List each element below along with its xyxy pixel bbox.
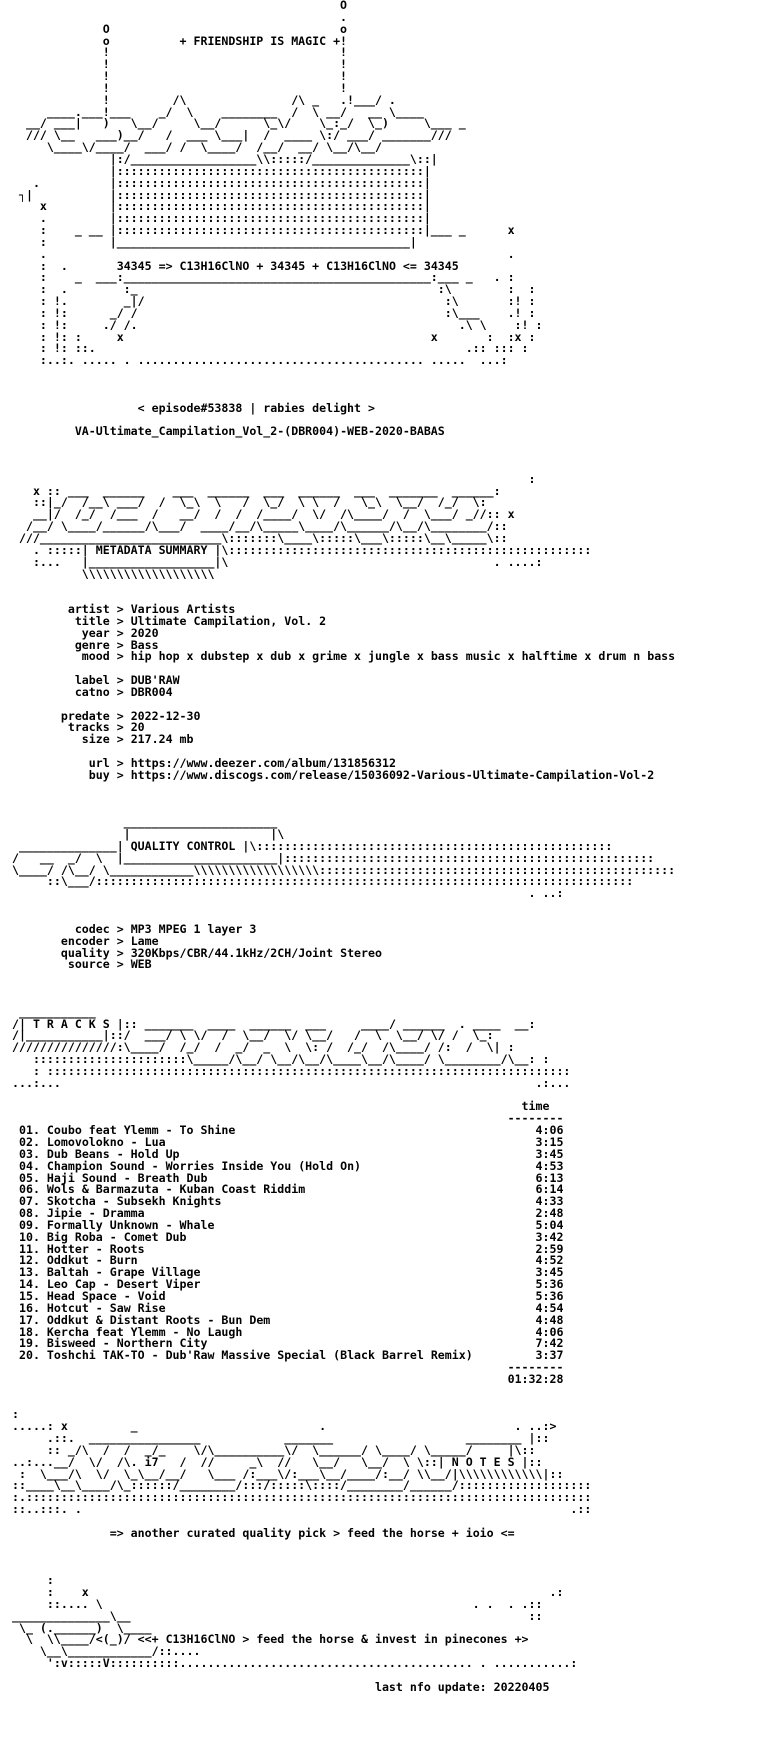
metadata-key: size	[12, 732, 110, 747]
quality-value: 320Kbps/CBR/44.1kHz/2CH/Joint Stereo	[130, 945, 382, 960]
quality-value: WEB	[130, 957, 152, 972]
release-name: VA-Ultimate_Campilation_Vol_2-(DBR004)-WEB-2020-BABAS	[74, 424, 445, 439]
metadata-row: genre > Bass	[12, 637, 159, 652]
track-title: Haji Sound - Breath Dub	[46, 1170, 208, 1185]
tracklist	[12, 1123, 563, 1362]
quality-key: codec	[12, 921, 110, 936]
track-number: 05.	[18, 1170, 40, 1185]
track-title: Kercha feat Ylemm - No Laugh	[46, 1324, 243, 1339]
track-title: Dub Beans - Hold Up	[46, 1146, 180, 1161]
track-row	[12, 1348, 563, 1362]
quality-value: Lame	[130, 933, 159, 948]
metadata-key: year	[12, 625, 110, 640]
metadata-key: genre	[12, 637, 110, 652]
metadata-row: tracks > 20	[12, 720, 145, 735]
art-footer-logo: : : x .: ::.... \ . . . .:: ______________\__ :: \_ (.______) \____ \ \\____/<(_)/	[12, 1573, 564, 1647]
track-number: 16.	[18, 1300, 40, 1315]
metadata-value: 217.24 mb	[130, 732, 194, 747]
metadata-row: buy > https://www.discogs.com/release/15036092-Various-Ultimate-Campilation-Vol-2	[12, 767, 655, 782]
tracks-time-header: time	[521, 1099, 550, 1114]
metadata-key: url	[12, 756, 110, 770]
track-time: 4:54	[535, 1300, 564, 1315]
quality-list	[12, 922, 382, 972]
tracks-banner: T R A C K S	[25, 1016, 117, 1031]
track-title: Hotter - Roots	[46, 1241, 145, 1256]
track-number: 09.	[18, 1217, 40, 1232]
metadata-row: size > 217.24 mb	[12, 732, 194, 747]
metadata-value: 2022-12-30	[130, 708, 201, 723]
art-tracks-logo-tail: |:: _______ ____ ______ ___ ____/ ______ . ____ __: /|___________|::/ ___/ \ \/ / \__/ \/ \__/ / \ \__/ \/ / \_: ///////////////:\____/ /_/ / _/ _ \ \: / /_/ /\____/ /: / \| : ::::::::::::::::::::::\_____/\__/ \__/\__/\____\__/\____/ \________/\__: : : ::::::::::::::::::::::::::::::::::::::::::::::::::::::::::::::::::::::::::: ...:... .:...	[12, 1016, 571, 1090]
metadata-value: Ultimate Campilation, Vol. 2	[130, 613, 327, 628]
track-title: Oddkut - Burn	[46, 1253, 138, 1268]
metadata-value: hip hop x dubstep x dub x grime x jungle x bass music x halftime x drum n bass	[130, 649, 676, 664]
metadata-value: Various Artists	[130, 602, 236, 617]
track-title: Formally Unknown - Whale	[46, 1217, 215, 1232]
metadata-value: https://www.discogs.com/release/15036092-Various-Ultimate-Campilation-Vol-2	[130, 767, 655, 782]
notes-banner: N O T E S	[444, 1454, 522, 1469]
quality-row: source > WEB	[12, 957, 152, 972]
track-number: 02.	[18, 1135, 40, 1149]
track-number: 14.	[18, 1277, 40, 1292]
track-title: Skotcha - Subsekh Knights	[46, 1194, 222, 1209]
track-title: Jipie - Dramma	[46, 1206, 145, 1221]
track-title: Leo Cap - Desert Viper	[46, 1277, 201, 1292]
metadata-value: 2020	[130, 625, 159, 640]
metadata-row: predate > 2022-12-30	[12, 708, 201, 723]
track-title: Head Space - Void	[46, 1288, 166, 1303]
art-notes-logo-tail: |:: : \___/\ \/ \_\__/__/ \___ /:___\/:___\__/____/:__/ \\__/|\\\\\\\\\\\\|:: ::____\__\____/\_::::::/________/:::/:::::\::::/________/______/::::::::::::::::::: :.::::::::::::::::::::::::::::::::::::::::::::::::::::::::::::::::::::::::::::::::: ::..:::. . .::	[12, 1454, 592, 1517]
art-quality-logo: ______________________ | |\ ______________|	[18, 815, 285, 853]
metadata-row: title > Ultimate Campilation, Vol. 2	[12, 613, 327, 628]
quality-key: quality	[12, 945, 110, 960]
art-quality-logo-tail: |\::::::::::::::::::::::::::::::::::::::::::::::::::: / __ _/ \ |______________________|::::::::::::::::::::::::::::::::::::::::::::::::::::: \____/ /\__/ \____________\\\\\\\\\\\\\\\\\\::::::::::::::::::::::::::::::::::::::::::::::::::: ::\___/::::::::::::::::::::::::::::::::::::::::::::::::::::::::::::::::::::::::::::: . ..:	[12, 838, 676, 901]
metadata-row: artist > Various Artists	[12, 602, 236, 617]
track-number: 19.	[18, 1336, 40, 1351]
formula-line: 34345 => C13H16ClNO + 34345 + C13H16ClNO <= 34345	[116, 258, 459, 273]
metadata-key: tracks	[12, 720, 110, 735]
track-time: 4:06	[535, 1123, 564, 1138]
quality-key: source	[12, 957, 110, 972]
track-number: 15.	[18, 1288, 40, 1303]
track-time: 5:36	[535, 1288, 564, 1303]
quality-row: codec > MP3 MPEG 1 layer 3	[12, 921, 257, 936]
metadata-value: DUB'RAW	[130, 673, 180, 688]
track-title: Oddkut & Distant Roots - Bun Dem	[46, 1312, 271, 1327]
metadata-value: 20	[130, 720, 145, 735]
track-title: Lomovolokno - Lua	[46, 1135, 166, 1149]
episode-line: < episode#53838 | rabies delight >	[137, 400, 375, 415]
track-number: 06.	[18, 1182, 40, 1197]
metadata-row: label > DUB'RAW	[12, 673, 180, 688]
metadata-row: mood > hip hop x dubstep x dub x grime x jungle x bass music x halftime x drum n bass	[12, 649, 676, 664]
track-time: 2:48	[535, 1206, 564, 1221]
last-update: last nfo update: 20220405	[374, 1679, 550, 1694]
footer-slogan: <<+ C13H16ClNO > feed the horse & invest in pinecones +>	[137, 1632, 529, 1647]
track-title: Toshchi TAK-TO - Dub'Raw Massive Special (Black Barrel Remix)	[46, 1348, 473, 1363]
metadata-key: catno	[12, 684, 110, 699]
notes-text: => another curated quality pick > feed the horse + ioio <=	[109, 1525, 515, 1540]
metadata-key: buy	[12, 767, 110, 782]
track-number: 07.	[18, 1194, 40, 1209]
total-time: 01:32:28	[507, 1371, 564, 1386]
track-number: 13.	[18, 1265, 40, 1280]
quality-key: encoder	[12, 933, 110, 948]
track-time: 4:33	[535, 1194, 564, 1209]
art-header-logo: O . O o o + FRIENDSHIP IS MAGIC +! ! ! ! ! ! ! ! ! ! /\ /\ _ .!___/ . ____.___!___ _/ \ ________ / \ __/ __ \____ __/ ___| ) \__/ \__/ \_\/ \_:_/ \_) \___ _ /// \__ ___)__/ / ___ \___| / ____ \:/ ___/ _______/// \____\/____/ ___/ / \____/ /__/ __/ \__/\__/ |:/__________________\\:::::/______________\::| |::::::::::::::::::::::::::::::::::::::::::::| . |::::::::::::::::::::::::::::::::::::::::::::| ┐| |::::::::::::::::::::::::::::::::::::::::::::| x |::::::::::::::::::::::::::::::::::::::::::::| . |::::::::::::::::::::::::::::::::::::::::::::| : _ __ |::::::::::::::::::::::::::::::::::::::::::::|___ _ x : |__________________________________________| . . : .	[18, 0, 515, 273]
metadata-key: title	[12, 613, 110, 628]
track-time: 4:53	[535, 1158, 564, 1173]
track-number: 12.	[18, 1253, 40, 1268]
quality-row: encoder > Lame	[12, 933, 159, 948]
track-time: 4:48	[535, 1312, 564, 1327]
track-time: 2:59	[535, 1241, 564, 1256]
track-title: Champion Sound - Worries Inside You (Hold On)	[46, 1158, 362, 1173]
track-time: 3:15	[535, 1135, 564, 1149]
art-metadata-logo: : x :: ___ ______ ___ ______ ___ ______ ___ _______ ______: ::|_/ /__\ ___/ / \_\ \ / \_/ \ \ / \_\ \__/ /_/ \: __|/ /_/ /___ / __/ / / /____/ \/ /\____/ / \___/ _//:: x /__/ \____/______/\___/ ____/__/\_____\____/\______/\__/\________/:: ///__________________________\:::::::\____\:::::\___\:::::\__\_____\:: . :::::|	[18, 471, 536, 557]
track-number: 18.	[18, 1324, 40, 1339]
track-number: 11.	[18, 1241, 40, 1256]
track-number: 08.	[18, 1206, 40, 1221]
track-number: 10.	[18, 1229, 40, 1244]
art-tracks-logo: ___________ /|	[12, 1004, 96, 1031]
track-number: 17.	[18, 1312, 40, 1327]
track-title: Hotcut - Saw Rise	[46, 1300, 166, 1315]
track-time: 7:42	[535, 1336, 564, 1351]
metadata-key: artist	[12, 602, 110, 617]
metadata-key: mood	[12, 649, 110, 664]
art-metadata-logo-tail: |\:::::::::::::::::::::::::::::::::::::::::::::::::::: :... |__________________|\ . ....: \\\\\\\\\\\\\\\\\\\	[32, 542, 592, 581]
track-time: 3:37	[535, 1348, 564, 1363]
metadata-key: label	[12, 673, 110, 688]
track-time: 5:36	[535, 1277, 564, 1292]
quality-value: MP3 MPEG 1 layer 3	[130, 921, 257, 936]
metadata-row: url > https://www.deezer.com/album/131856312	[12, 756, 396, 770]
metadata-banner: METADATA SUMMARY	[88, 542, 215, 557]
metadata-value: https://www.deezer.com/album/131856312	[130, 756, 396, 770]
track-number: 03.	[18, 1146, 40, 1161]
track-time: 4:06	[535, 1324, 564, 1339]
metadata-value: Bass	[130, 637, 159, 652]
metadata-list	[12, 602, 675, 782]
track-time: 6:13	[535, 1170, 564, 1185]
track-title: Bisweed - Northern City	[46, 1336, 208, 1351]
art-footer-logo-tail: \__\____________/::.... ':v:::::V::::::::::.......................................... . ...........:	[39, 1644, 578, 1671]
quality-banner: QUALITY CONTROL	[123, 838, 243, 853]
nfo-document: O . O o o + FRIENDSHIP IS MAGIC +! ! ! ! ! ! ! ! ! ! /\ /\ _ .!___/ . ____.___!___ _/ \ ________ / \ __/ __ \____ __/ ___| ) \__/ \__/ \_\/ \_:_/ \_) \___ _ /// \__ ___)__/ / ___ \___| / ____ \:/ ___/ _______/// \____\/____/ ___/ / \____/ /__/ __/ \__/\__/ |:/__________________\\:::::/______________\::| |::::::::::::::::::::::::::::::::::::::::::::| . |::::::::::::::::::::::::::::::::::::::::::::| ┐| |::::::::::::::::::::::::::::::::::::::::::::| x |::::::::::::::::::::::::::::::::::::::::::::| . |::::::::::::::::::::::::::::::::::::::::::::| : _ __ |::::::::::::::::::::::::::::::::::::::::::::|___ _ x : |__________________________________________| . . : . 34345 => C13H16ClNO + 34345 + C13H16ClNO <= 34345 : _ ___:____________________________________________:___ _ . : : . :_ :\ : : : !. _|/ :\ :! : : !: _/ / :\___ .! : : !: ./ /. .\ \ :! : : !: : x x : :x : : !: ::. .:: ::: : :..:. ..... . ......................................... ..... ...: < episode#53838 | rabies delight > VA-Ultimate_Campilation_Vol_2-(DBR004)-WEB-2020-BABAS : x :: ___ ______ ___ ______ ___ ______ ___ _______ ______: ::|_/ /__\ ___/ / \_\ \ / \_/ \ \ / \_\ \__/ /_/ \: __|/ /_/ /___ / __/ / / /____/ \/ /\____/ / \___/ _//:: x /__/ \____/______/\___/ ____/__/\_____\____/\______/\__/\________/:: ///__________________________\:::::::\____\:::::\___\:::::\__\_____\:: . :::::| METADATA SUMMARY |\:::::::::::::::::::::::::::::::::::::::::::::::::::: :... |__________________|\ . ....: \\\\\\\\\\\\\\\\\\\ artist > Various Artists title > Ultimate Campilation, Vol. 2 year > 2020 genre > Bass mood > hip hop x dubstep x dub x grime x jungle x bass music x halftime x drum n bass label > DUB'RAW catno > DBR004 predate > 2022-12-30 tracks > 20 size > 217.24 mb url > https://www.deezer.com/album/131856312 buy > https://www.discogs.com/release/15036092-Various-Ultimate-Campilation-Vol-2 ______________________ | |\ ______________| QUALITY CONTROL |\::::::::::::::::::::::::::::::::::::::::::::::::::: / __ _/ \ |______________________|::::::::::::::::::::::::::::::::::::::::::::::::::::: \____/ /\__/ \____________\\\\\\\\\\\\\\\\\\::::::::::::::::::::::::::::::::::::::::::::::::::: ::\___/::::::::::::::::::::::::::::::::::::::::::::::::::::::::::::::::::::::::::::: . ..: codec > MP3 MPEG 1 layer 3 encoder > Lame quality > 320Kbps/CBR/44.1kHz/2CH/Joint Stereo source > WEB ___________ /| T R A C K S |:: _______ ____ ______ ___ ____/ ______ . ____ __: /|___________|::/ ___/ \ \/ / \__/ \/ \__/ / \ \__/ \/ / \_: ///////////////:\____/ /_/ / _/ _ \ \: / /_/ /\____/ /: / \| : ::::::::::::::::::::::\_____/\__/ \__/\__/\____\__/\____/ \________/\__: : : ::::::::::::::::::::::::::::::::::::::::::::::::::::::::::::::::::::::::::: ...:... .:... time -------- 01. Coubo feat Ylemm - To Shine 4:06 02. Lomovolokno - Lua 3:15 03. Dub Beans - Hold Up 3:45 04. Champion Sound - Worries Inside You (Hold On) 4:53 05. Haji Sound - Breath Dub 6:13 06. Wols & Barmazuta - Kuban Coast Riddim 6:14 07. Skotcha - Subsekh Knights 4:33 08. Jipie - Dramma 2:48 09. Formally Unknown - Whale 5:04 10. Big Roba - Comet Dub 3:42 11. Hotter - Roots 2:59 12. Oddkut - Burn 4:52 13. Baltah - Grape Village 3:45 14. Leo Cap - Desert Viper 5:36 15. Head Space - Void 5:36 16. Hotcut - Saw Rise 4:54 17. Oddkut & Distant Roots - Bun Dem 4:48 18. Kercha feat Ylemm - No Laugh 4:06 19. Bisweed - Northern City 7:42 20. Toshchi TAK-TO - Dub'Raw Massive Special (Black Barrel Remix) 3:37 -------- 01:32:28 : .....: x _ . . ..:> .::. ________________ _______ ________ |:: :: _/\ / / _/_ \/\__________\/ \______/ \____/ \_____/ |\:: ..:...__/ \/ /\. i7 / // _\ // \__/ \__/ \ \::| N O T E S |:: : \___/\ \/ \_\__/__/ \___ /:___\/:___\__/____/:__/ \\__/|\\\\\\\\\\\\|:: ::____\__\____/\_::::::/________/:::/:::::\::::/________/______/::::::::::::::::::: :.::::::::::::::::::::::::::::::::::::::::::::::::::::::::::::::::::::::::::::::::: ::..:::. . .:: => another curated quality pick > feed the horse + ioio <= : : x .: ::.... \ . . . .:: ______________\__ :: \_ (.______) \____ \ \\____/<(_)/ <<+ C13H16ClNO > feed the horse & invest in pinecones +> \__\____________/::.... ':v:::::V::::::::::.......................................... . ...........: last nfo update: 20220405	[12, 0, 676, 1694]
track-time: 6:14	[535, 1182, 564, 1197]
art-notes-logo: : .....: x _ . . ..:> .::. ________________ _______ ________ |:: :: _/\ / / _/_ \/\__________\/ \______/ \____/ \_____/ |\:: ..:...__/ \/ /\. i7 / // _\ // \__/ \__/ \ \::|	[12, 1407, 557, 1469]
track-title: Big Roba - Comet Dub	[46, 1229, 187, 1244]
track-number: 20.	[18, 1348, 40, 1363]
metadata-key: predate	[12, 708, 110, 723]
track-time: 3:42	[535, 1229, 564, 1244]
track-title: Wols & Barmazuta - Kuban Coast Riddim	[46, 1182, 306, 1197]
track-time: 5:04	[535, 1217, 564, 1232]
track-time: 3:45	[535, 1146, 564, 1161]
track-number: 01.	[18, 1123, 40, 1138]
track-title: Baltah - Grape Village	[46, 1265, 201, 1280]
metadata-row: year > 2020	[12, 625, 159, 640]
metadata-row: catno > DBR004	[12, 684, 173, 699]
track-number: 04.	[18, 1158, 40, 1173]
track-time: 3:45	[535, 1265, 564, 1280]
track-time: 4:52	[535, 1253, 564, 1268]
metadata-value: DBR004	[130, 684, 173, 699]
art-header-base: : _ ___:____________________________________________:___ _ . : : . :_ :\ : : : !. _|/ :\ :! : : !: _/ / :\___ .! : : !: ./ /. .\ \ :! : : !: : x x : :x : : !: ::. .:: ::: : :..:. ..... . ......................................... ..... ...:	[39, 270, 543, 368]
quality-row: quality > 320Kbps/CBR/44.1kHz/2CH/Joint Stereo	[12, 945, 382, 960]
track-title: Coubo feat Ylemm - To Shine	[46, 1123, 236, 1138]
